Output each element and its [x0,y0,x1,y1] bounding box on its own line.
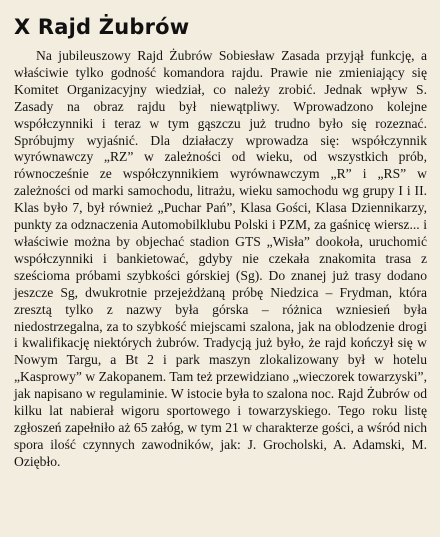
article-body: Na jubileuszowy Rajd Żubrów Sobiesław Zasada przyjął funkcję, a właściwie tylko godność komandora rajdu. Prawie nie zmieniający się Komitet Organizacyjny wiedział, co należy zrobić. Jednak wpływ S. Zasady na obraz rajdu był niewątpliwy. Wprowadzono kolejne współczynniki i teraz w tym gąszczu już trudno było się rozeznać. Spróbujmy wyjaśnić. Dla działaczy wprowadza się: współczynnik wyrównawczy „RZ” w zależności od wieku, od wszystkich prób, równocześnie ze współczynnikiem wyrównawczym „R” i „RS” w zależności od marki samochodu, litrażu, wieku samochodu wg grupy I i II. Klas było 7, był również „Puchar Pań”, Klasa Gości, Klasa Dziennikarzy, punkty za odznaczenia Automobilklubu Polski i PZM, za gaśnicę wiersz... i właściwie można by objechać stadion GTS „Wisła” dookoła, uruchomić współczynniki i bankietować, gdyby nie czekała znakomita trasa z sześcioma próbami szybkości górskiej (Sg). Do znanej już trasy dodano jeszcze Sg, dwukrotnie przejeżdżaną próbę Niedzica – Frydman, która zresztą tylko z nazwy była górska – różnica wzniesień była niedostrzegalna, za to szybkość miejscami szalona, jak na oblodzenie drogi i kwalifikację niektórych żubrów. Tradycją już było, że rajd kończył się w Nowym Targu, a Bt 2 i park maszyn zlokalizowany był w hotelu „Kasprowy” w Zakopanem. Tam też przewidziano „wieczorek towarzyski”, jak napisano w regulaminie. W istocie była to szalona noc. Rajd Żubrów od kilku lat nabierał wigoru sportowego i towarzyskiego. Tego roku listę zgłoszeń zapełniło aż 65 załóg, w tym 21 w charakterze gości, a wśród nich spora ilość czynnych zawodników, jak: J. Grocholski, A. Adamski, M. Oziębło. [14,48,427,469]
article-title: X Rajd Żubrów [14,15,190,39]
